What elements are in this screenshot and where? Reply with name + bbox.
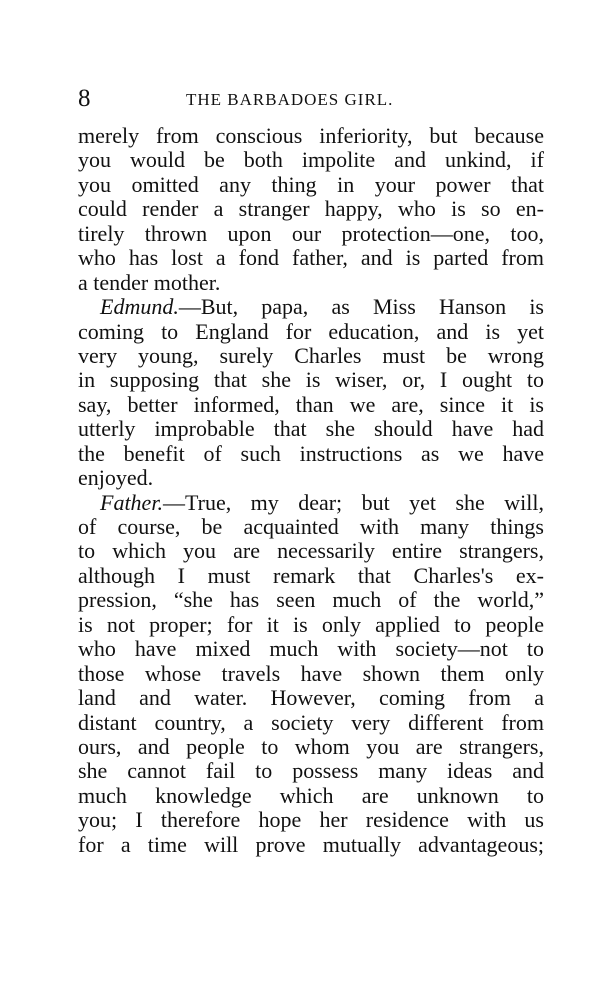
text-line [78,515,544,539]
text-line [78,222,544,246]
text-line [78,442,544,466]
text-line [78,564,544,588]
text-line [78,148,544,172]
text-line [78,173,544,197]
text-line [78,759,544,783]
line-text: those whose travels have shown them only [78,660,544,686]
line-text: a tender mother. [78,269,221,295]
text-line [78,417,544,441]
line-text: coming to England for education, and is yet [78,318,544,344]
text-line [78,539,544,563]
text-line [78,197,544,221]
line-text: who has lost a fond father, and is parted from [78,245,544,271]
text-line [78,344,544,368]
line-text: enjoyed. [78,465,154,491]
text-line [78,466,544,490]
line-text: land and water. However, coming from a [78,685,544,711]
line-text: —But, papa, as Miss Hanson is [178,294,544,320]
line-text: —True, my dear; but yet she will, [162,489,544,515]
line-text: say, better informed, than we are, since it is [78,391,544,417]
line-text: utterly improbable that she should have had [78,416,544,442]
line-text: distant country, a society very different from [78,709,544,735]
text-line [78,588,544,612]
line-text: pression, “she has seen much of the world,” [78,587,544,613]
text-line [78,711,544,735]
page-number: 8 [78,85,91,112]
line-text: you omitted any thing in your power that [78,171,544,197]
running-title: THE BARBADOES GIRL. [186,90,394,109]
text-line [78,613,544,637]
page-header [78,84,544,114]
line-text: you; I therefore hope her residence with us [78,807,544,833]
line-text: much knowledge which are unknown to [78,782,544,808]
line-text: tirely thrown upon our protection—one, too, [78,220,544,246]
text-line [78,808,544,832]
line-text: she cannot fail to possess many ideas and [78,758,544,784]
line-text: very young, surely Charles must be wrong [78,342,544,368]
line-text: ours, and people to whom you are strangers, [78,733,544,759]
text-line [78,491,544,515]
text-line [78,271,544,295]
line-text: merely from conscious inferiority, but because [78,123,544,148]
text-line [78,662,544,686]
text-line [78,686,544,710]
line-text: who have mixed much with society—not to [78,636,544,662]
line-text: to which you are necessarily entire strangers, [78,538,544,564]
line-text: is not proper; for it is only applied to people [78,611,544,637]
line-text: you would be both impolite and unkind, if [78,147,544,173]
line-text: in supposing that she is wiser, or, I ought to [78,367,544,393]
text-line [78,368,544,392]
text-line [78,295,544,319]
speaker-name: Father. [100,489,163,515]
line-text: for a time will prove mutually advantageous; [78,831,544,857]
line-text: could render a stranger happy, who is so en- [78,196,544,222]
body-text [78,124,544,857]
text-line [78,393,544,417]
line-text: although I must remark that Charles's ex- [78,562,544,588]
text-line [78,784,544,808]
line-text: the benefit of such instructions as we have [78,440,544,466]
line-text: of course, be acquainted with many things [78,514,544,539]
text-line [78,320,544,344]
speaker-name: Edmund. [100,294,179,320]
text-line [78,637,544,661]
text-line [78,246,544,270]
text-line [78,735,544,759]
text-line [78,833,544,857]
text-line [78,124,544,148]
